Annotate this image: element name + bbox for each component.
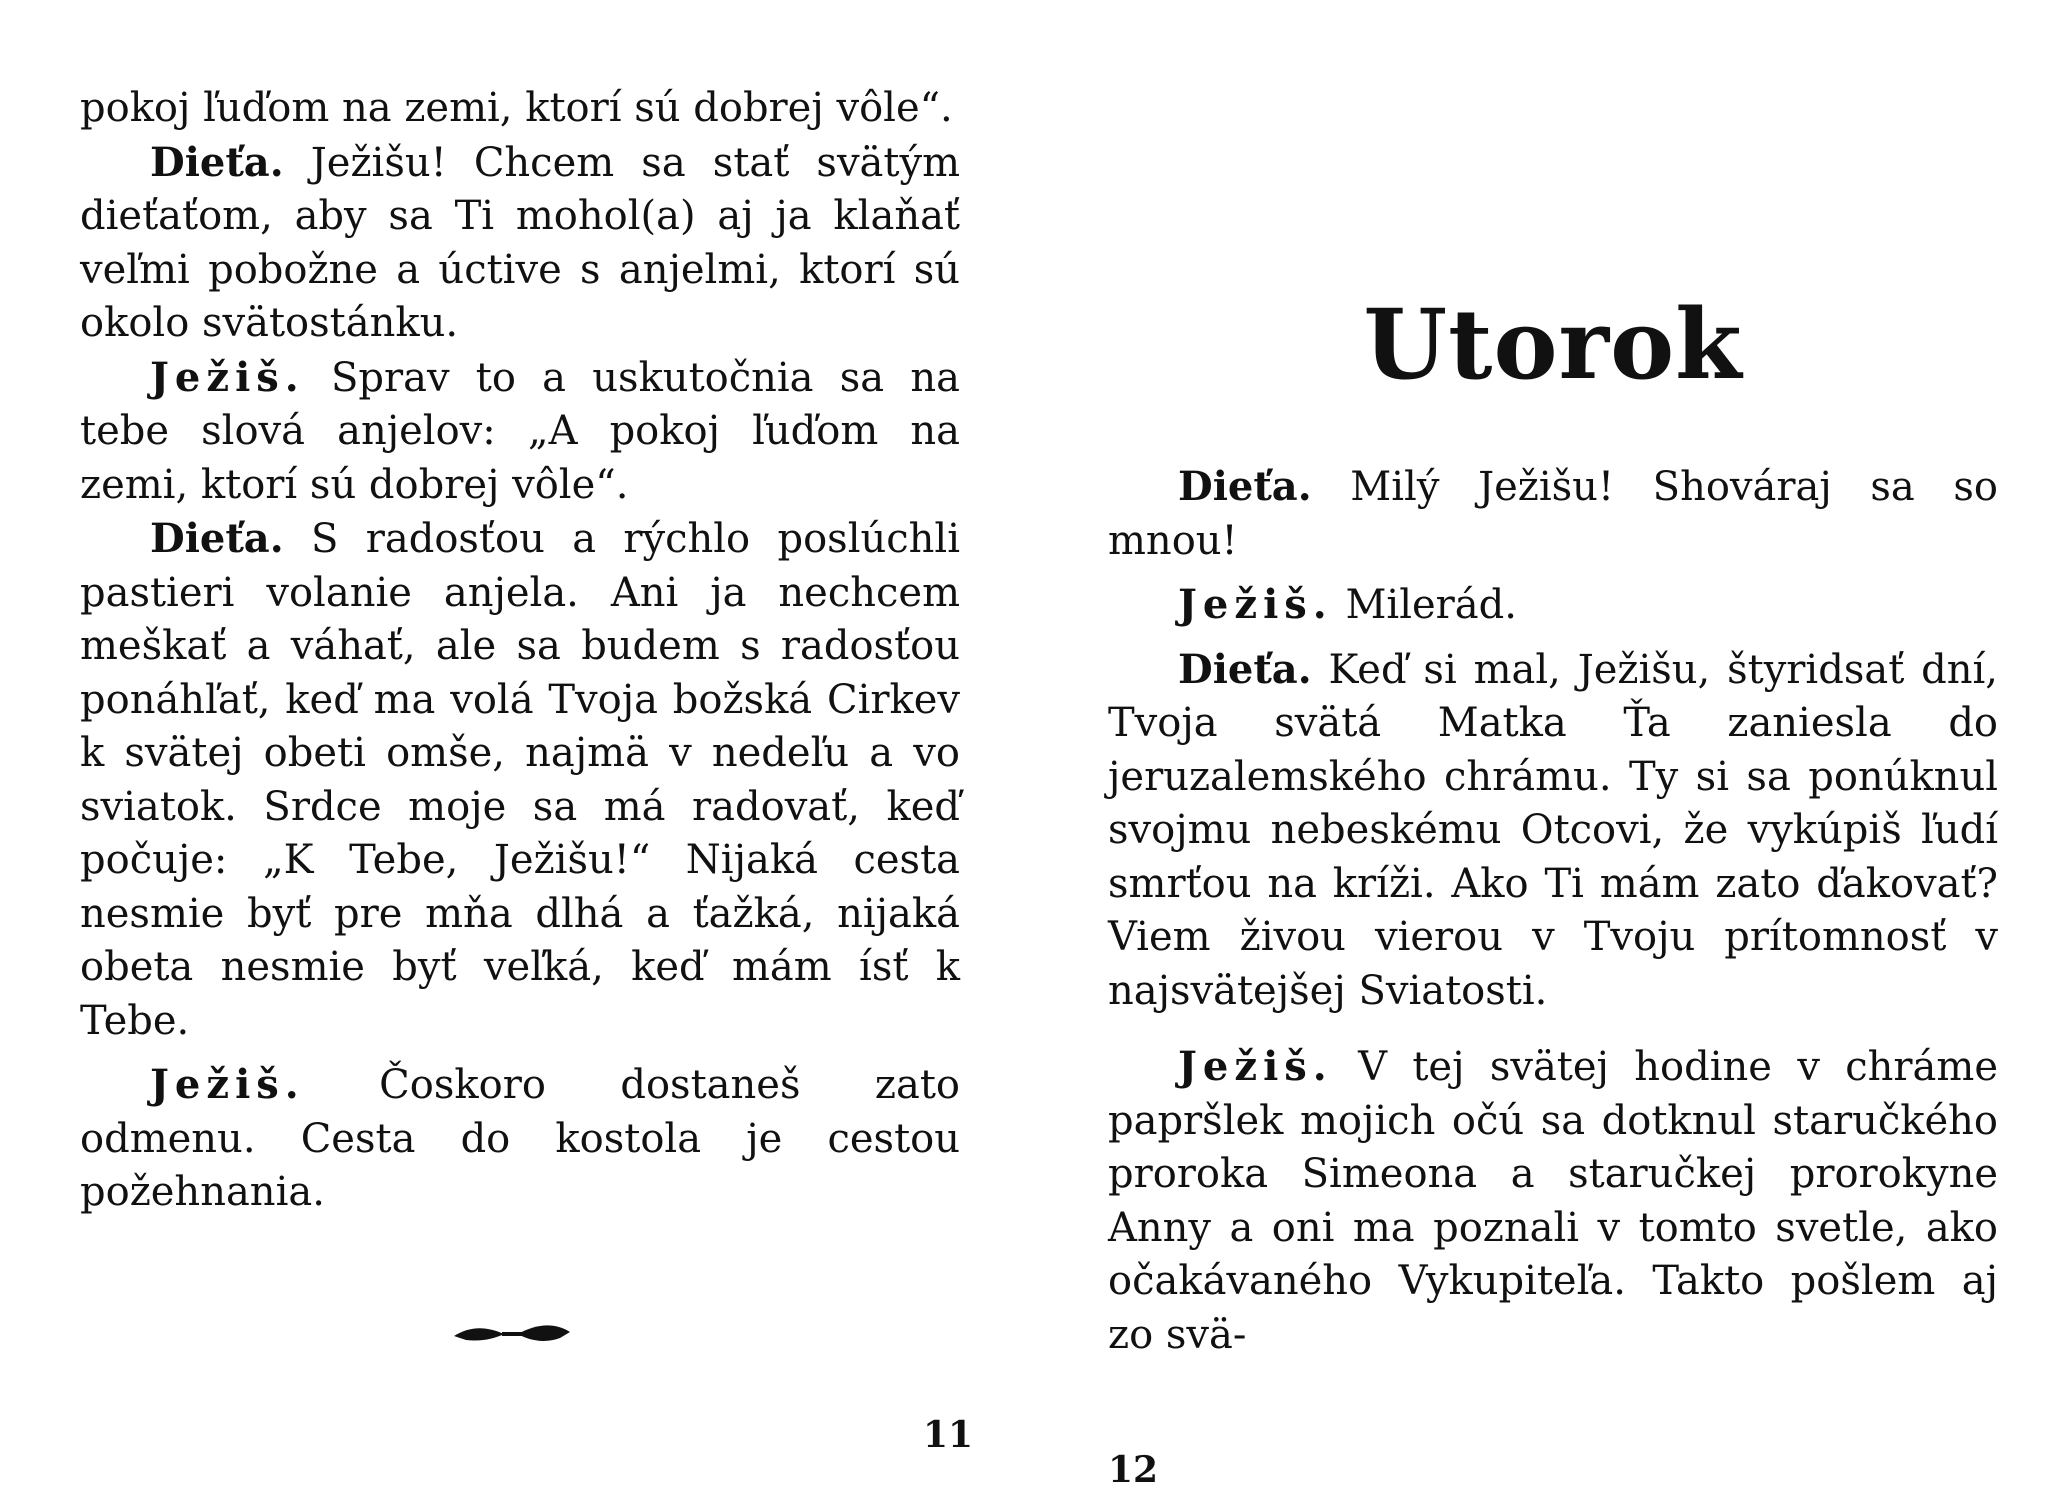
page-number: 11 <box>923 1414 974 1456</box>
right-page <box>1108 0 1998 1500</box>
paragraph-text: S radosťou a rýchlo poslúchli pastieri volanie anjela. Ani ja nechcem meškať a váhať, ale sa budem s radosťou ponáhľať, keď ma volá Tvoja božská Cirkev k svätej obeti omše, najmä v nedeľu a vo sviatok. Srdce moje sa má radovať, keď počuje: „K Tebe, Ježišu!“ Nijaká cesta nesmie byť pre mňa dlhá a ťažká, nijaká obeta nesmie byť veľká, keď mám ísť k Tebe. <box>80 516 960 1044</box>
speaker-label: Ježiš. <box>1178 1043 1333 1090</box>
speaker-label: Ježiš. <box>150 353 305 401</box>
paragraph-text: Čoskoro dostaneš zato odmenu. Cesta do kostola je cestou požehnania. <box>80 1062 960 1215</box>
speaker-label: Ježiš. <box>150 1061 305 1108</box>
right-page-text <box>1108 460 1998 1362</box>
paragraph-text: pokoj ľuďom na zemi, ktorí sú dobrej vôle“. <box>80 85 953 131</box>
speaker-label: Dieťa. <box>1178 645 1312 693</box>
paragraph-text: Keď si mal, Ježišu, štyridsať dní, Tvoja svätá Matka Ťa zaniesla do jeruzalemského chrámu. Ty si sa ponúknul svojmu nebeskému Otcovi, že vykúpiš ľudí smrťou na kríži. Ako Ti mám zato ďakovať? Viem živou vierou v Tvoju prítomnosť v najsvätejšej Sviatosti. <box>1108 646 1998 1014</box>
paragraph-jesus-3 <box>1108 578 1998 633</box>
speaker-label: Dieťa. <box>1178 463 1312 510</box>
paragraph-text: Milerád. <box>1332 582 1517 628</box>
speaker-label: Ježiš. <box>1178 581 1333 628</box>
paragraph-text: Ježišu! Chcem sa stať svätým dieťaťom, aby sa Ti mohol(a) aj ja klaňať veľmi pobožne a úctive s anjelmi, ktorí sú okolo svätostánku. <box>80 139 960 346</box>
ornament-divider-icon <box>452 1318 572 1350</box>
left-page <box>80 0 974 1500</box>
paragraph-jesus-2 <box>80 1058 960 1220</box>
paragraph-child-3 <box>1108 460 1998 568</box>
left-page-text <box>80 82 960 1220</box>
paragraph-text: V tej svätej hodine v chráme papršlek mojich očú sa dotknul staručkého proroka Simeona a staručkej prorokyne Anny a oni ma poznali v tomto svetle, ako očakávaného Vykupiteľa. Takto pošlem aj zo svä- <box>1108 1044 1998 1358</box>
paragraph-text: Sprav to a uskutočnia sa na tebe slová anjelov: „A pokoj ľuďom na zemi, ktorí sú dobrej vôle“. <box>80 354 960 508</box>
paragraph-continuation <box>80 82 960 136</box>
paragraph-child-4 <box>1108 643 1998 1019</box>
paragraph-child-1 <box>80 136 960 351</box>
paragraph-jesus-4 <box>1108 1040 1998 1362</box>
page-number: 12 <box>1108 1449 1159 1491</box>
paragraph-child-2 <box>80 512 960 1048</box>
paragraph-jesus-1 <box>80 351 960 513</box>
paragraph-text: Milý Ježišu! Shováraj sa so mnou! <box>1108 464 1998 564</box>
chapter-title: Utorok <box>1363 288 1743 401</box>
speaker-label: Dieťa. <box>150 515 284 562</box>
speaker-label: Dieťa. <box>150 138 284 186</box>
